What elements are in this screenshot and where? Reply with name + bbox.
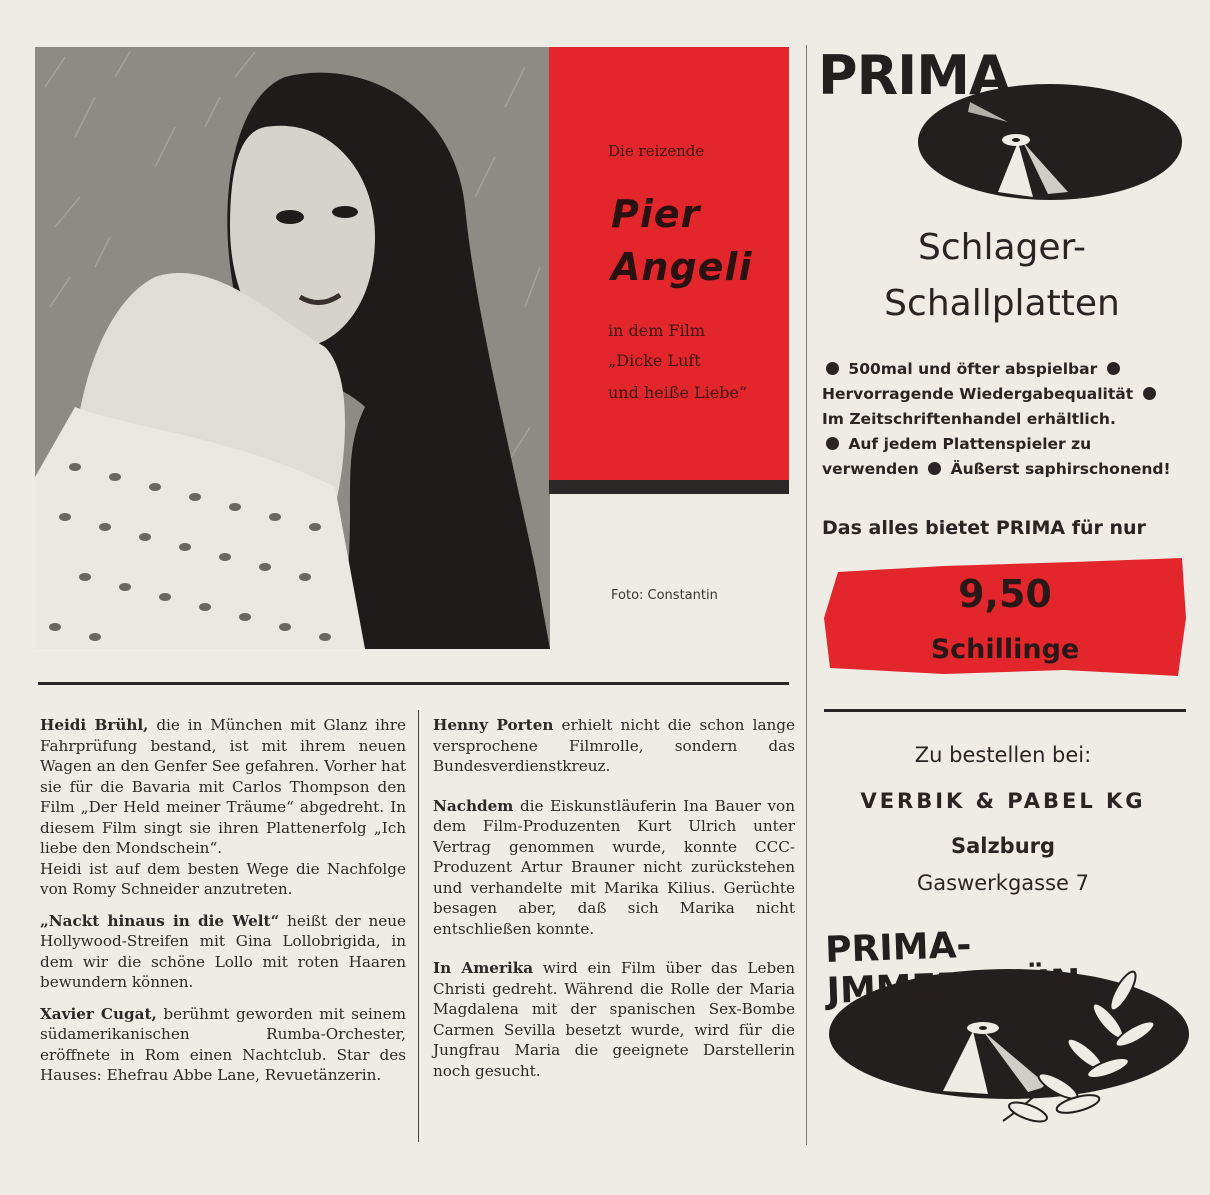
prima-immergruen-logo: PRIMA-JMMERGRÜN	[824, 924, 1082, 1012]
news-item-lead: Xavier Cugat,	[40, 1004, 157, 1023]
news-item-text: heißt der neue Hollywood-Streifen mit Gina Lollobrigida, in dem wir die schöne Lollo mit roten Haaren bewundern können.	[40, 911, 406, 991]
order-city: Salzburg	[950, 834, 1056, 858]
news-column-left	[40, 715, 406, 1097]
news-item-lead: Heidi Brühl,	[40, 716, 149, 734]
news-item-text: erhielt nicht die schon lange versprochene Filmrolle, sondern das Bundesverdienstkreuz.	[433, 716, 796, 775]
ad-feature: Im Zeitschriftenhandel erhältlich.	[822, 410, 1116, 428]
feature-film-line-1: in dem Film	[608, 321, 705, 340]
news-item-text: die in München mit Glanz ihre Fahrprüfung bestand, ist mit ihrem neuen Wagen an den Genfer See gefahren. Vorher hat sie für die Bavaria mit Carlos Thompson den Film „Der Held meiner Träume“ abgedreht. In diesem Film singt sie ihren Plattenerfolg „Ich liebe den Mondschein“.	[40, 716, 407, 857]
ad-feature: Äußerst saphirschonend!	[950, 460, 1171, 478]
bullet-icon	[928, 462, 941, 475]
order-company: VERBIK & PABEL KG	[860, 789, 1146, 813]
ad-divider	[824, 709, 1186, 712]
news-item-text: Heidi ist auf dem besten Wege die Nachfolge von Romy Schneider anzutreten.	[40, 859, 406, 898]
ad-features	[822, 357, 1186, 482]
column-divider	[418, 710, 419, 1142]
news-item-lead: Henny Porten	[433, 716, 554, 734]
news-item-text: wird ein Film über das Leben Christi gedreht. Während die Rolle der Maria Magdalena mit der spanischen Sex-Bombe Carmen Sevilla besetzt wurde, wird für die Jungfrau Maria die geeignete Darstellerin noch gesucht.	[433, 959, 795, 1080]
news-item	[40, 911, 406, 993]
ad-feature: 500mal und öfter abspielbar	[848, 360, 1098, 378]
news-item-lead: Nachdem	[433, 796, 514, 815]
photo-credit: Foto: Constantin	[611, 588, 718, 603]
feature-intro: Die reizende	[608, 142, 705, 160]
news-item	[433, 796, 795, 940]
news-item	[433, 958, 795, 1081]
page-divider	[806, 45, 807, 1145]
ad-feature: Hervorragende Wiedergabequalität	[822, 385, 1134, 403]
news-column-right	[433, 715, 795, 1100]
prima-logo: PRIMA	[818, 44, 1010, 107]
news-item-lead: „Nackt hinaus in die Welt“	[40, 911, 280, 930]
news-item	[40, 715, 406, 900]
news-item	[40, 1004, 406, 1086]
news-item-text: berühmt geworden mit seinem südamerikanischen Rumba-Orchester, eröffnete in Rom einen Nachtclub. Star des Hauses: Ehefrau Abbe Lane, Revuetänzerin.	[40, 1004, 406, 1084]
ad-headline-1: Schlager-	[917, 227, 1086, 268]
order-label: Zu bestellen bei:	[914, 743, 1092, 767]
bullet-icon	[1107, 362, 1120, 375]
bullet-icon	[826, 437, 839, 450]
news-item	[433, 715, 795, 777]
feature-film-line-3: und heiße Liebe“	[608, 383, 748, 402]
news-item-lead: In Amerika	[433, 959, 534, 977]
ad-offer: Das alles bietet PRIMA für nur	[822, 517, 1146, 539]
feature-film-line-2: „Dicke Luft	[608, 351, 701, 370]
feature-name-last: Angeli	[611, 245, 753, 289]
news-item-text: die Eiskunstläuferin Ina Bauer von dem Film-Produzenten Kurt Ulrich unter Vertrag genommen wurde, konnte CCC-Produzent Artur Brauner nicht zurückstehen und verhandelte mit Marika Kilius. Gerüchte besagen aber, daß sich Marika nicht entschließen konnte.	[433, 796, 795, 938]
title-panel-underbar	[549, 480, 789, 494]
price-currency: Schillinge	[930, 634, 1080, 665]
actress-photo	[35, 47, 550, 649]
ad-headline-2: Schallplatten	[884, 283, 1120, 324]
order-street: Gaswerkgasse 7	[916, 871, 1089, 895]
feature-name-first: Pier	[611, 192, 701, 236]
price-value: 9,50	[958, 572, 1052, 616]
section-divider	[38, 682, 789, 685]
bullet-icon	[826, 362, 839, 375]
ad-feature: Auf jedem Plattenspieler zu verwenden	[822, 435, 1092, 478]
bullet-icon	[1143, 387, 1156, 400]
